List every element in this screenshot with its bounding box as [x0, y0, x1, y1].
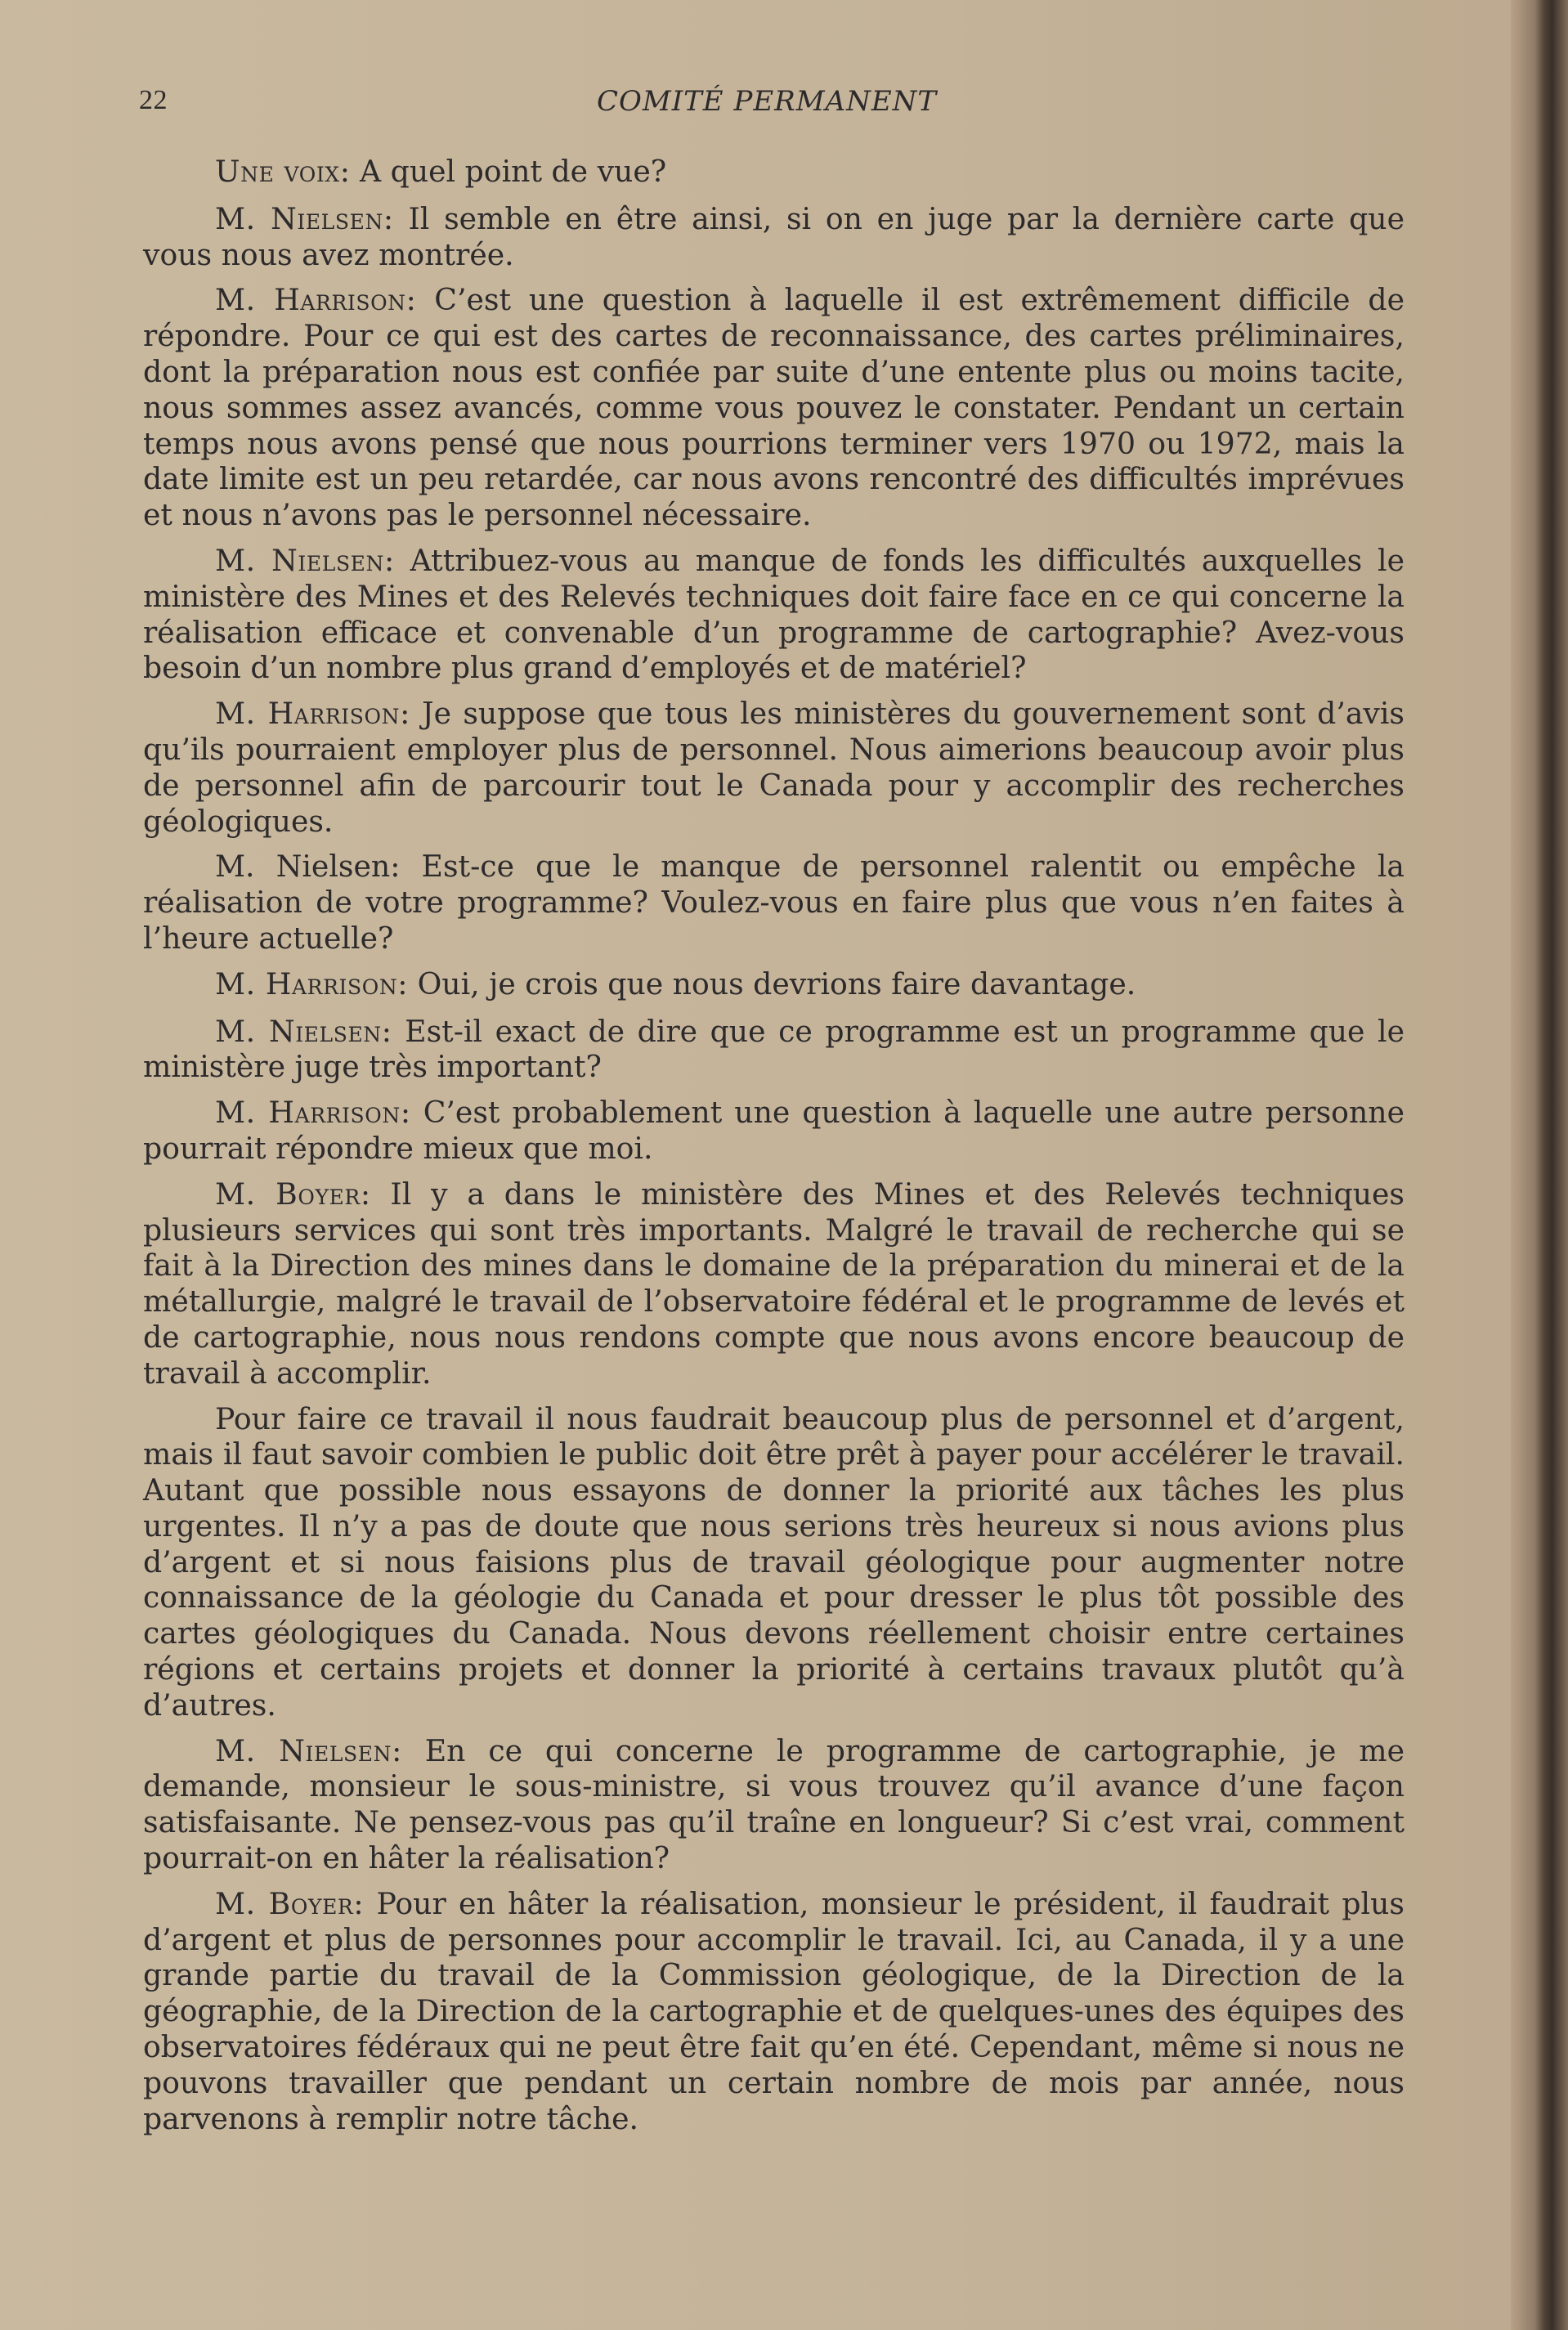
paragraph-text: M. Nielsen: Est-ce que le manque de personnel ralentit ou empêche la réalisation de votre programme? Voulez-vous en faire plus que vous n’en faites à l’heure actuelle? [143, 849, 1404, 956]
speaker-name: M. Nielsen: [215, 1732, 402, 1768]
page-header [139, 85, 1406, 124]
speaker-name: M. Nielsen: [215, 542, 395, 578]
paragraph-text: Pour en hâter la réalisation, monsieur le président, il faudrait plus d’argent et plus de personnes pour accomplir le travail. Ici, au Canada, il y a une grande partie du travail de la Commission géologique, de la Direction de la géographie, de la Direction de la cartographie et de quelques-unes des équipes des observatoires fédéraux qui ne peut être fait qu’en été. Cependant, même si nous ne pouvons travailler que pendant un certain nombre de mois par année, nous parvenons à remplir notre tâche. [143, 1885, 1404, 2136]
paragraph [143, 201, 1404, 273]
paragraph-text: Il y a dans le ministère des Mines et des Relevés techniques plusieurs services qui sont très importants. Malgré le travail de recherche qui se fait à la Direction des mines dans le domaine de la préparation du minerai et de la métallurgie, malgré le travail de l’observatoire fédéral et le programme de levés et de cartographie, nous nous rendons compte que nous avons encore beaucoup de travail à accomplir. [143, 1176, 1404, 1391]
paragraph [143, 282, 1404, 533]
speaker-name: M. Boyer: [215, 1885, 365, 1921]
speaker-name: M. Nielsen: [215, 1013, 392, 1049]
book-spine-shadow [1511, 0, 1568, 2330]
paragraph [143, 543, 1404, 686]
paragraph [143, 1886, 1404, 2137]
paragraph [143, 849, 1404, 956]
speaker-name: M. Harrison: [215, 1095, 411, 1131]
speaker-name: Une voix: [215, 154, 351, 189]
paragraph [143, 696, 1404, 839]
paragraph-text: A quel point de vue? [350, 154, 667, 189]
transcript-body [143, 154, 1404, 2146]
speaker-name: M. Nielsen: [215, 200, 394, 236]
paragraph-text: Il semble en être ainsi, si on en juge par la dernière carte que vous nous avez montrée. [143, 200, 1404, 272]
paragraph-text: Oui, je crois que nous devrions faire davantage. [408, 966, 1136, 1001]
paragraph-text: C’est probablement une question à laquelle une autre personne pourrait répondre mieux que moi. [143, 1095, 1404, 1166]
paragraph [143, 1176, 1404, 1391]
paragraph-text: Est-il exact de dire que ce programme est un programme que le ministère juge très important? [143, 1013, 1404, 1085]
paragraph-text: En ce qui concerne le programme de cartographie, je me demande, monsieur le sous-ministre, si vous trouvez qu’il avance d’une façon satisfaisante. Ne pensez-vous pas qu’il traîne en longueur? Si c’est vrai, comment pourrait-on en hâter la réalisation? [143, 1732, 1404, 1876]
page-number: 22 [139, 85, 168, 115]
paragraph [143, 154, 1404, 190]
speaker-name: M. Harrison: [215, 966, 409, 1001]
paragraph [143, 1733, 1404, 1876]
speaker-name: M. Harrison: [215, 696, 410, 732]
paragraph [143, 1095, 1404, 1167]
speaker-name: M. Harrison: [215, 282, 417, 318]
paragraph [143, 1014, 1404, 1086]
paragraph-text: Attribuez-vous au manque de fonds les difficultés auxquelles le ministère des Mines et des Relevés techniques doit faire face en ce qui concerne la réalisation efficace et convenable d’un programme de cartographie? Avez-vous besoin d’un nombre plus grand d’employés et de matériel? [143, 542, 1405, 686]
paragraph-text: Pour faire ce travail il nous faudrait beaucoup plus de personnel et d’argent, mais il faut savoir combien le public doit être prêt à payer pour accélérer le travail. Autant que possible nous essayons de donner la priorité aux tâches les plus urgentes. Il n’y a pas de doute que nous serions très heureux si nous avions plus d’argent et si nous faisions plus de travail géologique pour augmenter notre connaissance de la géologie du Canada et pour dresser le plus tôt possible des cartes géologiques du Canada. Nous devons réellement choisir entre certaines régions et certains projets et donner la priorité à certains travaux plutôt qu’à d’autres. [143, 1400, 1404, 1723]
paragraph-text: C’est une question à laquelle il est extrêmement difficile de répondre. Pour ce qui est des cartes de reconnaissance, des cartes préliminaires, dont la préparation nous est confiée par suite d’une entente plus ou moins tacite, nous sommes assez avancés, comme vous pouvez le constater. Pendant un certain temps nous avons pensé que nous pourrions terminer vers 1970 ou 1972, mais la date limite est un peu retardée, car nous avons rencontré des difficultés imprévues et nous n’avons pas le personnel nécessaire. [143, 282, 1404, 533]
paragraph [143, 966, 1404, 1002]
speaker-name: M. Boyer: [215, 1176, 371, 1212]
paragraph-text: Je suppose que tous les ministères du gouvernement sont d’avis qu’ils pourraient employer plus de personnel. Nous aimerions beaucoup avoir plus de personnel afin de parcourir tout le Canada pour y accomplir des recherches géologiques. [143, 696, 1404, 839]
paragraph [143, 1401, 1404, 1723]
running-title: COMITÉ PERMANENT [597, 85, 938, 118]
